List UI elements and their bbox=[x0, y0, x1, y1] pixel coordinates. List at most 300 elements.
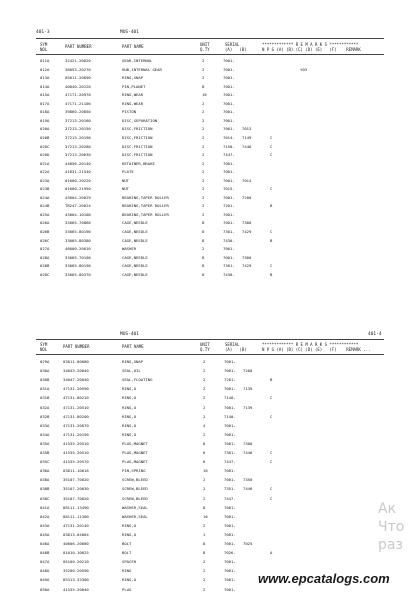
qty-cell: 2 bbox=[203, 359, 206, 364]
sym-cell: 038B bbox=[40, 486, 50, 492]
serial-a-cell: 7001- bbox=[224, 422, 236, 428]
header-sym-nol: SYM NOL bbox=[40, 342, 48, 352]
sym-cell: 021A bbox=[40, 160, 50, 166]
part-name-cell: PIN,SPRING bbox=[122, 468, 146, 474]
part-number-cell: 03011-10016 bbox=[63, 468, 89, 474]
qty-cell: 2 bbox=[202, 194, 205, 200]
part-name-cell: PIN,PLANET bbox=[122, 83, 146, 89]
serial-a-cell: 7001- bbox=[224, 568, 236, 574]
sym-cell: 020B bbox=[40, 134, 50, 140]
sym-cell: 035A bbox=[40, 440, 50, 446]
part-name-cell: RING,SNAP bbox=[122, 75, 144, 81]
qty-cell: 2 bbox=[203, 368, 206, 374]
table-row bbox=[0, 558, 418, 567]
qty-cell: 2 bbox=[203, 386, 206, 392]
sym-cell: 035C bbox=[40, 459, 50, 465]
table-row bbox=[0, 467, 418, 476]
sym-cell: 020A bbox=[40, 126, 50, 132]
serial-b-cell: 7446 bbox=[242, 143, 252, 149]
part-number-cell: 03011-00080 bbox=[63, 359, 89, 364]
part-name-cell: BEARING,TAPER ROLLER bbox=[122, 211, 169, 217]
table-row bbox=[0, 540, 418, 549]
sym-cell: 025A bbox=[40, 211, 50, 217]
sym-cell: 020D bbox=[40, 152, 50, 158]
serial-a-cell: 7001- bbox=[224, 431, 236, 437]
header-sym-nol: SYM NOL bbox=[40, 42, 48, 52]
qty-cell: 8 bbox=[203, 550, 206, 556]
serial-a-cell: 7001- bbox=[223, 254, 235, 260]
qty-cell: 2 bbox=[203, 586, 206, 592]
qty-cell: 2 bbox=[203, 486, 206, 492]
serial-a-cell: 7001- bbox=[224, 531, 236, 537]
sym-cell: 032A bbox=[40, 404, 50, 410]
remark-code-cell: C bbox=[270, 186, 273, 192]
part-number-cell: 40040-20120 bbox=[65, 83, 91, 89]
part-number-cell: 01600-21950 bbox=[65, 186, 91, 192]
header-serial: SERIAL (A) (B) bbox=[225, 342, 247, 352]
part-number-cell: 35107-70020 bbox=[63, 477, 89, 483]
part-name-cell: PLUG,MAGNET bbox=[122, 440, 148, 446]
table-row bbox=[0, 194, 418, 203]
serial-a-cell: 7001- bbox=[224, 577, 236, 583]
qty-cell: 2 bbox=[202, 160, 205, 166]
top-rule bbox=[36, 38, 384, 39]
part-number-cell: 47131-20510 bbox=[63, 404, 89, 410]
serial-a-cell: 7001- bbox=[223, 117, 235, 123]
serial-a-cell: 7001- bbox=[224, 477, 236, 483]
serial-b-cell: 7350 bbox=[243, 477, 253, 483]
table-row bbox=[0, 245, 418, 254]
remark-code-cell: B bbox=[270, 203, 273, 209]
sym-cell: 017A bbox=[40, 100, 50, 106]
sym-cell: 033A bbox=[40, 422, 50, 428]
qty-cell: 2 bbox=[203, 522, 206, 528]
serial-a-cell: 7001- bbox=[224, 522, 236, 528]
qty-cell: 2 bbox=[202, 58, 205, 63]
part-number-cell: 47131-80210 bbox=[63, 395, 89, 401]
table-row bbox=[0, 151, 418, 160]
sym-cell: 035B bbox=[40, 450, 50, 455]
header-rule bbox=[36, 54, 384, 55]
part-number-cell: 05100-20210 bbox=[63, 559, 89, 565]
sym-cell: 013A bbox=[40, 75, 50, 81]
serial-a-cell: 7001- bbox=[223, 220, 235, 226]
table-row bbox=[0, 177, 418, 186]
serial-a-cell: 7014- bbox=[223, 134, 235, 140]
part-name-cell: DISC,SEPARATION bbox=[122, 117, 158, 123]
sym-cell: 043A bbox=[40, 522, 50, 528]
part-number-cell: 41535-20510 bbox=[63, 440, 89, 446]
table-row bbox=[0, 66, 418, 75]
serial-a-cell: 7301- bbox=[223, 263, 235, 269]
qty-cell: 2 bbox=[203, 559, 206, 565]
serial-a-cell: 7201- bbox=[224, 377, 236, 383]
table-row bbox=[0, 431, 418, 440]
serial-b-cell: 7446 bbox=[243, 450, 253, 455]
sym-cell: 046B bbox=[40, 550, 50, 556]
serial-a-cell: 7001- bbox=[224, 586, 236, 592]
serial-a-cell: 7001- bbox=[223, 177, 235, 183]
qty-cell: 2 bbox=[202, 126, 205, 132]
sym-cell: 034A bbox=[40, 431, 50, 437]
part-number-cell: 37213-20630 bbox=[65, 152, 91, 158]
part-number-cell: 38053-20270 bbox=[65, 66, 91, 72]
part-number-cell: 03013-04064 bbox=[63, 531, 89, 537]
sym-cell: 038A bbox=[40, 477, 50, 483]
table-row bbox=[0, 185, 418, 194]
part-name-cell: CAGE,NEEDLE bbox=[122, 237, 148, 243]
remark-cell: Y03 bbox=[300, 66, 308, 72]
part-name-cell: CAGE,NEEDLE bbox=[122, 263, 148, 269]
table-row bbox=[0, 404, 418, 413]
serial-a-cell: 7001- bbox=[223, 194, 235, 200]
serial-a-cell: 7001- bbox=[224, 404, 236, 410]
serial-b-cell: 7014 bbox=[242, 177, 252, 183]
remark-code-cell: B bbox=[270, 271, 273, 277]
qty-cell: 2 bbox=[202, 177, 205, 183]
sym-cell: 032B bbox=[40, 413, 50, 419]
serial-a-cell: 7447- bbox=[224, 495, 236, 501]
table-row bbox=[0, 100, 418, 109]
serial-a-cell: 7301- bbox=[224, 450, 236, 455]
sym-cell: 015A bbox=[40, 92, 50, 98]
part-name-cell: RING,O bbox=[122, 577, 137, 583]
part-name-cell: NUT bbox=[122, 186, 130, 192]
part-number-cell: 01600-20220 bbox=[65, 177, 91, 183]
part-number-cell: 32421-20020 bbox=[65, 58, 91, 63]
site-link[interactable]: www.epcatalogs.com bbox=[258, 571, 390, 586]
serial-a-cell: 7140- bbox=[224, 413, 236, 419]
qty-cell: 2 bbox=[202, 100, 205, 106]
part-name-cell: RING,SNAP bbox=[122, 359, 144, 364]
qty-cell: 2 bbox=[203, 377, 206, 383]
part-number-cell: 47131-20870 bbox=[63, 422, 89, 428]
table-row bbox=[0, 476, 418, 485]
part-name-cell: CAGE,NEEDLE bbox=[122, 220, 148, 226]
table-row bbox=[0, 262, 418, 271]
qty-cell: 16 bbox=[202, 92, 207, 98]
part-number-cell: 47171-20970 bbox=[65, 92, 91, 98]
part-name-cell: WASHER bbox=[122, 246, 137, 252]
part-name-cell: RING,O bbox=[122, 404, 137, 410]
serial-a-cell: 7001- bbox=[223, 246, 235, 252]
serial-b-cell: 7300 bbox=[242, 254, 252, 260]
page-ref-left: 401-3 bbox=[36, 30, 50, 35]
part-number-cell: 37213-20160 bbox=[65, 117, 91, 123]
table-row bbox=[0, 57, 418, 66]
header-unit-qty: UNIT Q.TY bbox=[200, 42, 210, 52]
sym-cell: 038C bbox=[40, 495, 50, 501]
part-name-cell: CAGE,NEEDLE bbox=[122, 229, 148, 234]
remark-code-cell: C bbox=[270, 143, 273, 149]
qty-cell: 16 bbox=[203, 468, 208, 474]
sym-cell: 036A bbox=[40, 468, 50, 474]
qty-cell: 6 bbox=[203, 459, 206, 465]
sym-cell: 012A bbox=[40, 66, 50, 72]
qty-cell: 2 bbox=[202, 152, 205, 158]
remark-code-cell: C bbox=[270, 395, 273, 401]
qty-cell: 2 bbox=[202, 109, 205, 115]
qty-cell: 2 bbox=[202, 169, 205, 175]
serial-a-cell: 7001- bbox=[223, 169, 235, 175]
remark-code-cell: C bbox=[270, 495, 273, 501]
table-row bbox=[0, 549, 418, 558]
qty-cell: 2 bbox=[203, 477, 206, 483]
part-number-cell: TB247-20024 bbox=[65, 203, 91, 209]
sym-cell: 011A bbox=[40, 58, 50, 63]
part-number-cell: 43004-20029 bbox=[65, 194, 91, 200]
catalog-page-401-4 bbox=[0, 328, 418, 599]
part-number-cell: 88111-13490 bbox=[63, 504, 89, 510]
qty-cell: 2 bbox=[202, 143, 205, 149]
header-part-name: PART NAME bbox=[122, 344, 144, 349]
watermark-line: Ак bbox=[378, 501, 397, 517]
serial-a-cell: 7001- bbox=[224, 559, 236, 565]
remark-code-cell: B bbox=[270, 237, 273, 243]
sym-cell: 026C bbox=[40, 237, 50, 243]
serial-a-cell: 7026- bbox=[224, 550, 236, 556]
sym-cell: 030A bbox=[40, 368, 50, 374]
part-number-cell: 37213-20150 bbox=[65, 126, 91, 132]
part-name-cell: RING,O bbox=[122, 422, 137, 428]
watermark-text bbox=[378, 500, 418, 554]
part-number-cell: 35200-20590 bbox=[63, 568, 89, 574]
sym-cell: 047A bbox=[40, 559, 50, 565]
qty-cell: 8 bbox=[202, 254, 205, 260]
part-name-cell: BOLT bbox=[122, 541, 132, 546]
part-name-cell: RING,O bbox=[122, 522, 137, 528]
serial-a-cell: 7351- bbox=[224, 486, 236, 492]
table-row bbox=[0, 531, 418, 540]
part-number-cell: 39860-20850 bbox=[65, 109, 91, 115]
part-number-cell: 43004-10100 bbox=[65, 211, 91, 217]
top-rule bbox=[36, 339, 384, 340]
serial-a-cell: 7001- bbox=[224, 504, 236, 510]
header-serial: SERIAL (A) (B) bbox=[225, 42, 247, 52]
table-row bbox=[0, 367, 418, 376]
sym-cell: 028C bbox=[40, 271, 50, 277]
part-name-cell: BEARING,TAPER ROLLER bbox=[122, 194, 169, 200]
part-name-cell: RING,O bbox=[122, 413, 137, 419]
serial-b-cell: 7446 bbox=[243, 486, 253, 492]
serial-b-cell: 7200 bbox=[243, 368, 253, 374]
remark-code-cell: C bbox=[270, 229, 273, 234]
serial-b-cell: 7139 bbox=[243, 404, 253, 410]
part-number-cell: 33065-80190 bbox=[65, 229, 91, 234]
part-name-cell: PLUG bbox=[122, 586, 132, 592]
serial-a-cell: 7001- bbox=[223, 160, 235, 166]
qty-cell: 2 bbox=[202, 203, 205, 209]
header-remarks: ************* R E M A R K S ************ N P G (A) (B) (C) (D) (E) (F) REMARK ... bbox=[262, 342, 371, 352]
part-name-cell: DISC,FRICTION bbox=[122, 143, 153, 149]
part-number-cell: 34043-20040 bbox=[63, 368, 89, 374]
part-number-cell: 40606-20680 bbox=[63, 541, 89, 546]
qty-cell: 6 bbox=[203, 450, 206, 455]
serial-b-cell: 7429 bbox=[242, 229, 252, 234]
sym-cell: 028B bbox=[40, 263, 50, 269]
serial-a-cell: 7001- bbox=[224, 386, 236, 392]
part-name-cell: DISC,FRICTION bbox=[122, 126, 153, 132]
serial-b-cell: 7200 bbox=[242, 194, 252, 200]
part-number-cell: 33065-80380 bbox=[65, 237, 91, 243]
manual-ref: MUS-401 bbox=[120, 30, 139, 35]
serial-a-cell: 7430- bbox=[223, 271, 235, 277]
table-row bbox=[0, 160, 418, 169]
header-unit-qty: UNIT Q.TY bbox=[200, 342, 210, 352]
serial-a-cell: 7140- bbox=[224, 395, 236, 401]
table-row bbox=[0, 458, 418, 467]
part-number-cell: 33065-80190 bbox=[65, 263, 91, 269]
sym-cell: 045A bbox=[40, 531, 50, 537]
qty-cell: 2 bbox=[202, 211, 205, 217]
sym-cell: 046A bbox=[40, 541, 50, 546]
watermark-line: раз bbox=[378, 537, 403, 553]
table-row bbox=[0, 125, 418, 134]
part-number-cell: 41535-20040 bbox=[63, 586, 89, 592]
part-name-cell: PLATE bbox=[122, 169, 134, 175]
qty-cell: 2 bbox=[202, 66, 205, 72]
table-row bbox=[0, 271, 418, 280]
serial-a-cell: 7001- bbox=[223, 58, 235, 63]
sym-cell: 026A bbox=[40, 220, 50, 226]
part-number-cell: 41535-20510 bbox=[63, 450, 89, 455]
table-row bbox=[0, 202, 418, 211]
remark-code-cell: B bbox=[270, 377, 273, 383]
part-name-cell: GEAR,INTERNAL bbox=[122, 58, 153, 63]
sym-cell: 031B bbox=[40, 395, 50, 401]
serial-b-cell: 7149 bbox=[242, 134, 252, 140]
part-number-cell: 35107-20030 bbox=[63, 486, 89, 492]
part-name-cell: DISC,FRICTION bbox=[122, 134, 153, 140]
header-rule bbox=[36, 354, 384, 355]
qty-cell: 8 bbox=[202, 271, 205, 277]
qty-cell: 16 bbox=[203, 513, 208, 519]
serial-a-cell: 7001- bbox=[224, 359, 236, 364]
remark-code-cell: C bbox=[270, 459, 273, 465]
qty-cell: 8 bbox=[203, 541, 206, 546]
part-name-cell: BEARING,TAPER ROLLER bbox=[122, 203, 169, 209]
qty-cell: 8 bbox=[202, 220, 205, 226]
part-number-cell: 47131-20140 bbox=[63, 522, 89, 528]
sym-cell: 029A bbox=[40, 359, 50, 364]
part-name-cell: SEAL,FLOATING bbox=[122, 377, 153, 383]
serial-a-cell: 7447- bbox=[223, 152, 235, 158]
table-row bbox=[0, 134, 418, 143]
sym-cell: 031A bbox=[40, 386, 50, 392]
table-row bbox=[0, 376, 418, 385]
table-row bbox=[0, 422, 418, 431]
qty-cell: 6 bbox=[203, 440, 206, 446]
part-number-cell: 47131-20190 bbox=[63, 431, 89, 437]
serial-a-cell: 7001- bbox=[224, 468, 236, 474]
table-row bbox=[0, 586, 418, 595]
part-name-cell: RING,O bbox=[122, 531, 137, 537]
manual-ref: MUS-401 bbox=[120, 332, 139, 337]
serial-a-cell: 7001- bbox=[224, 368, 236, 374]
part-name-cell: HUB,INTERNAL GEAR bbox=[122, 66, 162, 72]
table-row bbox=[0, 254, 418, 263]
catalog-page-401-3 bbox=[0, 0, 418, 290]
part-name-cell: WASHER,SEAL bbox=[122, 504, 148, 510]
serial-a-cell: 7001- bbox=[223, 211, 235, 217]
part-number-cell: 35107-70020 bbox=[63, 495, 89, 501]
remark-code-cell: C bbox=[270, 486, 273, 492]
sym-cell: 024B bbox=[40, 203, 50, 209]
serial-a-cell: 7015- bbox=[223, 186, 235, 192]
serial-b-cell: 7025 bbox=[243, 541, 253, 546]
table-row bbox=[0, 358, 418, 367]
table-row bbox=[0, 228, 418, 237]
table-row bbox=[0, 237, 418, 246]
part-name-cell: BOLT bbox=[122, 550, 132, 556]
serial-b-cell: 7139 bbox=[243, 386, 253, 392]
serial-b-cell: 7300 bbox=[242, 220, 252, 226]
sym-cell: 026B bbox=[40, 229, 50, 234]
part-name-cell: PISTON bbox=[122, 109, 137, 115]
part-number-cell: 41535-20570 bbox=[63, 459, 89, 465]
serial-a-cell: 7001- bbox=[224, 440, 236, 446]
part-name-cell: WASHER,SEAL bbox=[122, 513, 148, 519]
serial-a-cell: 7301- bbox=[223, 229, 235, 234]
remark-code-cell: C bbox=[270, 152, 273, 158]
sym-cell: 030B bbox=[40, 377, 50, 383]
sym-cell: 050A bbox=[40, 586, 50, 592]
serial-b-cell: 7013 bbox=[242, 126, 252, 132]
serial-a-cell: 7001- bbox=[223, 92, 235, 98]
part-name-cell: RING bbox=[122, 568, 132, 574]
part-name-cell: RING,WEAR bbox=[122, 92, 144, 98]
serial-a-cell: 7001- bbox=[223, 83, 235, 89]
qty-cell: 2 bbox=[203, 431, 206, 437]
qty-cell: 8 bbox=[202, 237, 205, 243]
remark-code-cell: A bbox=[270, 550, 273, 556]
part-number-cell: 37213-20190 bbox=[65, 134, 91, 140]
sym-cell: 041A bbox=[40, 504, 50, 510]
part-name-cell: PLUG,MAGNET bbox=[122, 450, 148, 455]
qty-cell: 2 bbox=[202, 134, 205, 140]
table-row bbox=[0, 449, 418, 458]
serial-a-cell: 7001- bbox=[223, 66, 235, 72]
table-row bbox=[0, 219, 418, 228]
part-name-cell: SCREW,BLEED bbox=[122, 486, 148, 492]
table-row bbox=[0, 504, 418, 513]
table-row bbox=[0, 495, 418, 504]
qty-cell: 2 bbox=[203, 568, 206, 574]
serial-a-cell: 7001- bbox=[223, 126, 235, 132]
part-number-cell: 85313-33300 bbox=[63, 577, 89, 583]
part-name-cell: SPACER bbox=[122, 559, 137, 565]
part-number-cell: 33065-80370 bbox=[65, 271, 91, 277]
table-row bbox=[0, 522, 418, 531]
serial-b-cell: 7300 bbox=[243, 440, 253, 446]
part-number-cell: 34047-20040 bbox=[63, 377, 89, 383]
header-remarks: ************* R E M A R K S ************ N P G (A) (B) (C) (D) (E) (F) REMARK bbox=[262, 42, 361, 52]
serial-a-cell: 7150- bbox=[223, 143, 235, 149]
part-name-cell: SCREW,BLEED bbox=[122, 477, 148, 483]
part-name-cell: SCREW,BLEED bbox=[122, 495, 148, 501]
sym-cell: 024A bbox=[40, 194, 50, 200]
sym-cell: 020C bbox=[40, 143, 50, 149]
qty-cell: 2 bbox=[202, 186, 205, 192]
remark-code-cell: C bbox=[270, 413, 273, 419]
sym-cell: 027A bbox=[40, 246, 50, 252]
qty-cell: 8 bbox=[202, 229, 205, 234]
sym-cell: 018A bbox=[40, 109, 50, 115]
table-row bbox=[0, 385, 418, 394]
table-row bbox=[0, 440, 418, 449]
part-name-cell: RING,WEAR bbox=[122, 100, 144, 106]
header-part-number: PART NUMBER bbox=[63, 344, 90, 349]
